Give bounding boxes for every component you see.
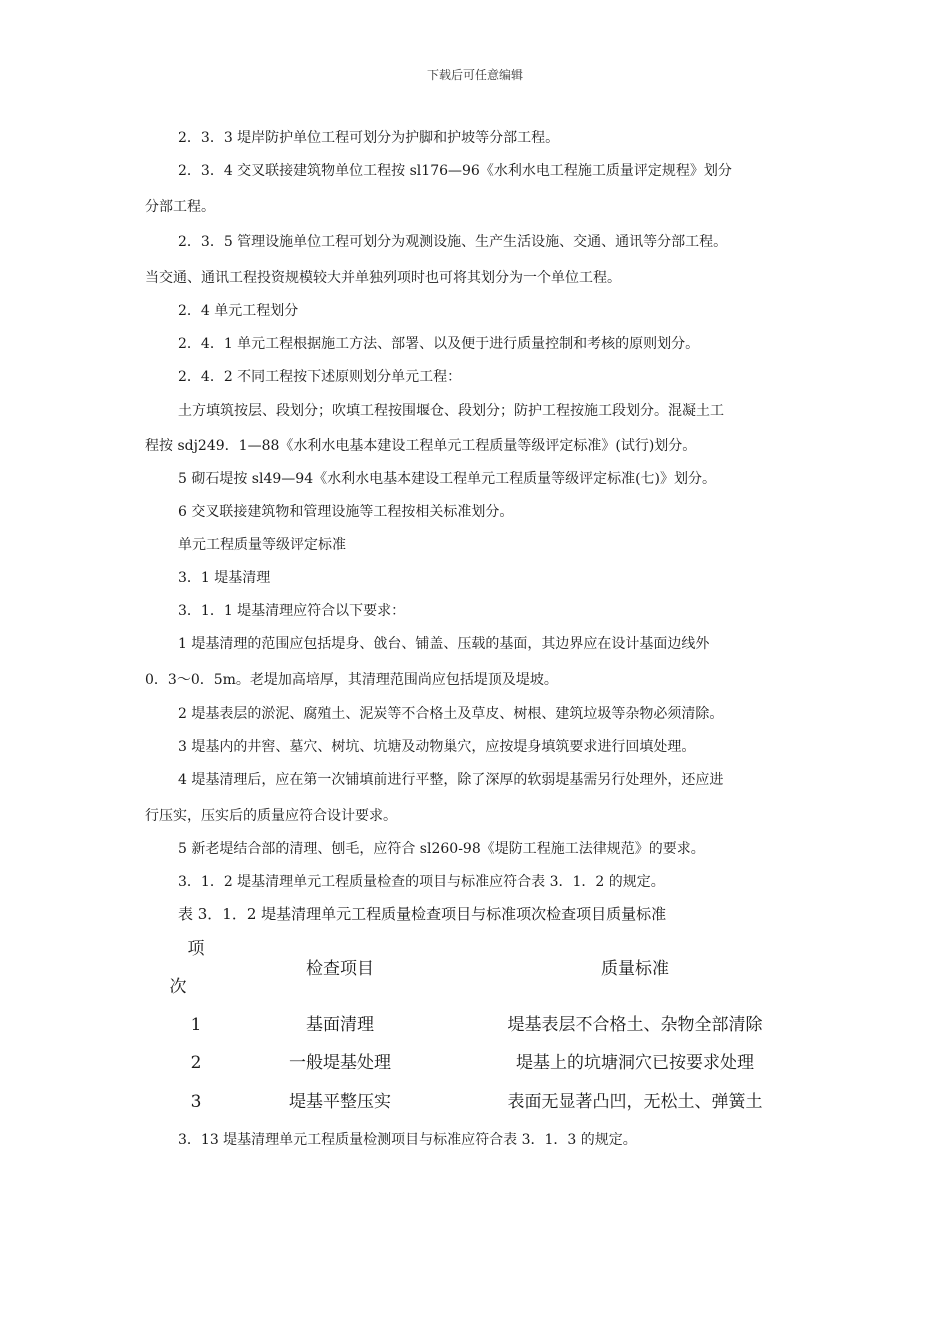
table-row-standard: 表面无显著凸凹，无松土、弹簧土: [507, 1092, 763, 1112]
paragraph: 2．3．4 交叉联接建筑物单位工程按 sl176—96《水利水电工程施工质量评定规程》划分: [178, 163, 732, 179]
table-header-no-1: 项: [187, 939, 205, 959]
table-caption: 表 3．1．2 堤基清理单元工程质量检查项目与标准项次检查项目质量标准: [178, 905, 667, 923]
paragraph: 当交通、通讯工程投资规模较大并单独列项时也可将其划分为一个单位工程。: [145, 270, 621, 286]
paragraph: 2．3．3 堤岸防护单位工程可划分为护脚和护坡等分部工程。: [178, 130, 560, 146]
table-row-standard: 堤基上的坑塘洞穴已按要求处理: [516, 1053, 754, 1073]
table-row-item: 堤基平整压实: [289, 1092, 391, 1112]
paragraph: 2 堤基表层的淤泥、腐殖土、泥炭等不合格土及草皮、树根、建筑垃圾等杂物必须清除。: [178, 706, 724, 722]
table-row-item: 一般堤基处理: [289, 1053, 391, 1073]
paragraph: 2．4．2 不同工程按下述原则划分单元工程：: [178, 369, 462, 385]
paragraph: 3．1．2 堤基清理单元工程质量检查的项目与标准应符合表 3．1．2 的规定。: [178, 874, 665, 890]
table-row-standard: 堤基表层不合格土、杂物全部清除: [507, 1015, 763, 1035]
table-row-item: 基面清理: [306, 1015, 374, 1035]
paragraph: 1 堤基清理的范围应包括堤身、戗台、铺盖、压载的基面，其边界应在设计基面边线外: [178, 636, 710, 652]
paragraph: 5 砌石堤按 sl49—94《水利水电基本建设工程单元工程质量等级评定标准(七)》划分。: [178, 471, 717, 487]
section-heading: 单元工程质量等级评定标准: [178, 537, 346, 553]
paragraph: 分部工程。: [145, 199, 215, 215]
paragraph: 4 堤基清理后，应在第一次铺填前进行平整，除了深厚的软弱堤基需另行处理外，还应进: [178, 772, 724, 788]
table-header-no-2: 次: [169, 977, 187, 997]
paragraph: 5 新老堤结合部的清理、刨毛，应符合 sl260-98《堤防工程施工法律规范》的要求。: [178, 841, 705, 857]
table-row-no: 1: [190, 1015, 202, 1035]
page-header: 下载后可任意编辑: [426, 68, 523, 82]
paragraph: 6 交叉联接建筑物和管理设施等工程按相关标准划分。: [178, 504, 514, 520]
paragraph: 土方填筑按层、段划分；吹填工程按围堰仓、段划分；防护工程按施工段划分。混凝土工: [178, 403, 724, 419]
paragraph: 0．3～0．5m。老堤加高培厚，其清理范围尚应包括堤顶及堤坡。: [145, 672, 558, 688]
section-heading: 3．1 堤基清理: [178, 570, 271, 586]
paragraph: 2．4．1 单元工程根据施工方法、部署、以及便于进行质量控制和考核的原则划分。: [178, 336, 700, 352]
paragraph: 程按 sdj249．1—88《水利水电基本建设工程单元工程质量等级评定标准》(试行)划分。: [145, 438, 697, 454]
table-row-no: 3: [190, 1092, 202, 1112]
table-row-no: 2: [190, 1053, 202, 1073]
table-header-standard: 质量标准: [601, 959, 669, 979]
paragraph: 行压实，压实后的质量应符合设计要求。: [145, 808, 397, 824]
table-header-item: 检查项目: [306, 959, 374, 979]
paragraph: 2．3．5 管理设施单位工程可划分为观测设施、生产生活设施、交通、通讯等分部工程。: [178, 234, 728, 250]
section-heading: 2．4 单元工程划分: [178, 303, 299, 319]
paragraph: 3．13 堤基清理单元工程质量检测项目与标准应符合表 3．1．3 的规定。: [178, 1132, 637, 1148]
paragraph: 3 堤基内的井窖、墓穴、树坑、坑塘及动物巢穴，应按堤身填筑要求进行回填处理。: [178, 739, 696, 755]
paragraph: 3．1．1 堤基清理应符合以下要求：: [178, 603, 406, 619]
